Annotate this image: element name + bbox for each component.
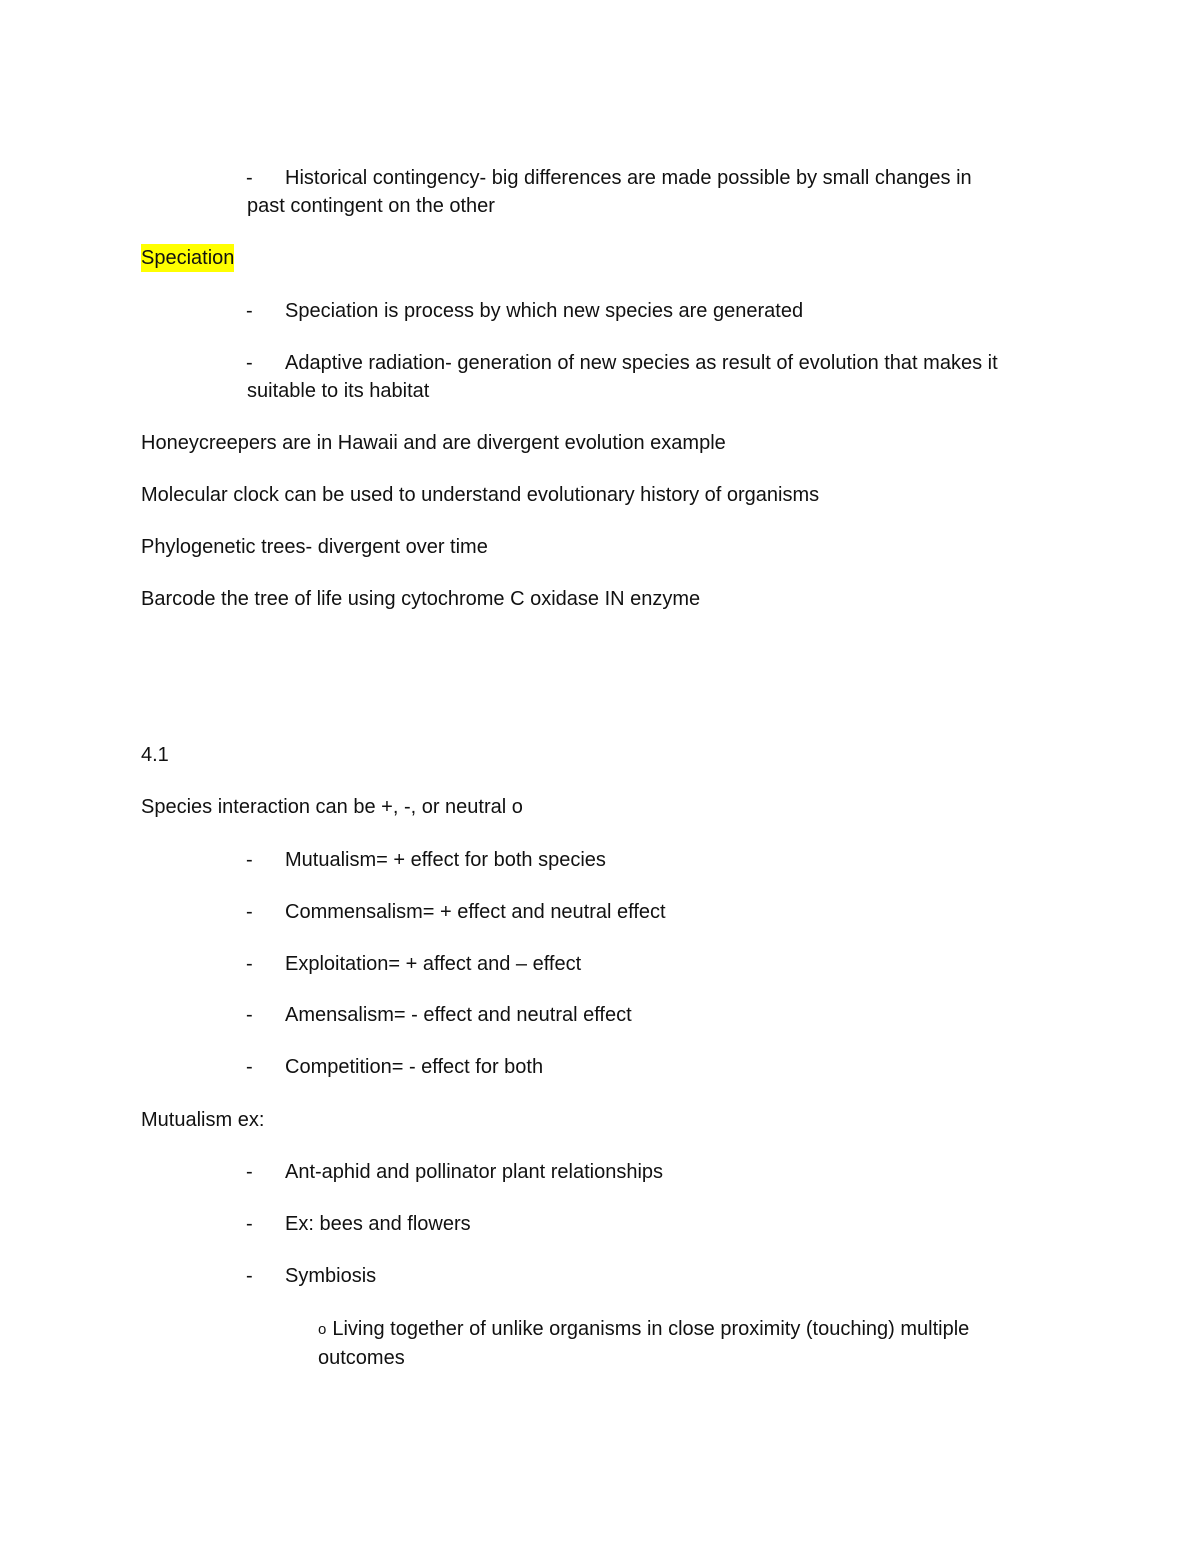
bees-line: Ex: bees and flowers (285, 1213, 471, 1235)
living-line-2: outcomes (318, 1347, 405, 1369)
living-line-1-text: Living together of unlike organisms in close proximity (touching) multiple (332, 1318, 970, 1340)
bullet-dash: - (246, 953, 253, 975)
mutualism-line: Mutualism= + effect for both species (285, 849, 606, 871)
molecular-clock-line: Molecular clock can be used to understand evolutionary history of organisms (141, 484, 820, 506)
mutualism-ex-heading: Mutualism ex: (141, 1109, 265, 1131)
bullet-dash: - (246, 849, 253, 871)
historical-line-2: past contingent on the other (247, 195, 495, 217)
exploitation-line: Exploitation= + affect and – effect (285, 953, 582, 975)
symbiosis-line: Symbiosis (285, 1265, 377, 1287)
speciation-heading: Speciation (141, 244, 234, 272)
speciation-definition: Speciation is process by which new species are generated (285, 300, 804, 322)
bullet-dash: - (246, 901, 253, 923)
phylogenetic-line: Phylogenetic trees- divergent over time (141, 536, 488, 558)
barcode-line: Barcode the tree of life using cytochrome C oxidase IN enzyme (141, 588, 701, 610)
bullet-dash: - (246, 1056, 253, 1078)
competition-line: Competition= - effect for both (285, 1056, 544, 1078)
living-line-1 (318, 1315, 969, 1345)
honeycreepers-line: Honeycreepers are in Hawaii and are divergent evolution example (141, 432, 726, 454)
adaptive-line-1: Adaptive radiation- generation of new species as result of evolution that makes it (285, 352, 998, 374)
bullet-dash: - (246, 352, 253, 374)
bullet-dash: - (246, 1265, 253, 1287)
bullet-dash: - (246, 300, 253, 322)
bullet-dash: - (246, 1213, 253, 1235)
bullet-dash: - (246, 167, 253, 189)
amensalism-line: Amensalism= - effect and neutral effect (285, 1004, 632, 1026)
adaptive-line-2: suitable to its habitat (247, 380, 430, 402)
bullet-dash: - (246, 1161, 253, 1183)
species-interaction-line: Species interaction can be +, -, or neutral o (141, 796, 523, 818)
ant-aphid-line: Ant-aphid and pollinator plant relationships (285, 1161, 664, 1183)
bullet-dash: - (246, 1004, 253, 1026)
circle-bullet-icon: o (318, 1321, 327, 1338)
commensalism-line: Commensalism= + effect and neutral effect (285, 901, 666, 923)
historical-line-1: Historical contingency- big differences are made possible by small changes in (285, 167, 972, 189)
section-number: 4.1 (141, 744, 169, 766)
